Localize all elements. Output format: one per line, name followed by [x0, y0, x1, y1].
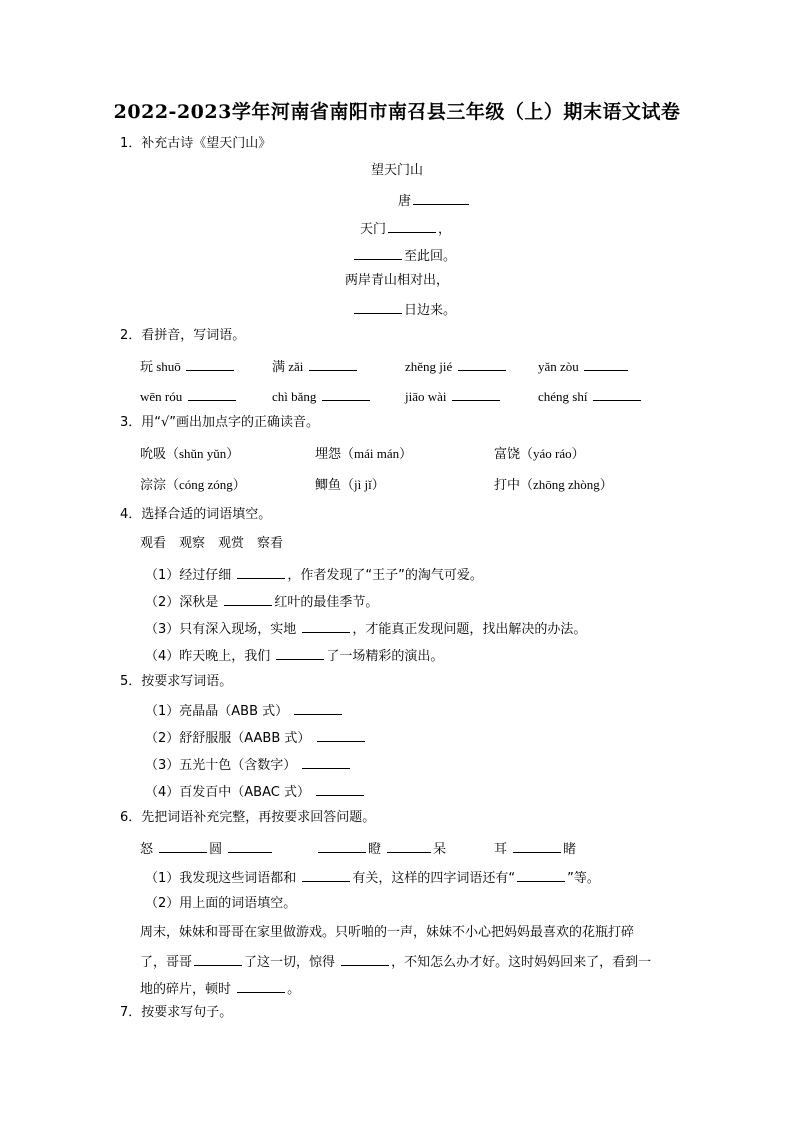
q2-item-label: jiāo wài [405, 389, 447, 404]
q5-item-3 [145, 754, 352, 775]
q4-item-1 [145, 564, 483, 585]
q4-options: 观看 观察 观赏 察看 [140, 536, 284, 551]
q2-item-label: 满 zǎi [272, 359, 304, 374]
q3-stem: 3．用“√”画出加点字的正确读音。 [120, 415, 320, 430]
q6-blank[interactable] [237, 978, 285, 993]
q6-sub-1 [145, 867, 600, 888]
poem-line-2-suffix: 至此回。 [404, 249, 457, 264]
q6-para-text: 了，哥哥 [140, 955, 193, 970]
q4-stem: 4．选择合适的词语填空。 [120, 507, 272, 522]
q2-item-label: chéng shí [538, 389, 588, 404]
q6-sub-1-suffix: ”等。 [567, 871, 600, 886]
q4-item-4 [145, 645, 443, 666]
q3-item[interactable]: 吮吸（shǔn yǔn） [140, 446, 240, 461]
q6-blank[interactable] [387, 838, 431, 853]
q3-item[interactable]: 富饶（yáo ráo） [494, 446, 585, 461]
q6-blank[interactable] [341, 951, 389, 966]
q5-item-4 [145, 781, 366, 802]
q2-item [538, 386, 643, 406]
q6-word-char: 睹 [563, 842, 577, 857]
q4-blank[interactable] [224, 591, 272, 606]
poem-line-1-suffix: ， [438, 222, 452, 237]
q5-item-label: （4）百发百中（ABAC 式） [145, 785, 310, 800]
q6-sub-1-prefix: （1）我发现这些词语都和 [145, 871, 297, 886]
poem-title: 望天门山 [370, 163, 423, 178]
q2-item [538, 356, 630, 376]
q4-blank[interactable] [302, 618, 350, 633]
poem-line-4 [352, 299, 456, 320]
q4-item-suffix: 红叶的最佳季节。 [274, 595, 379, 610]
q4-item-prefix: （3）只有深入现场，实地 [145, 622, 297, 637]
q3-item[interactable]: 埋怨（mái mán） [315, 446, 413, 461]
q2-blank[interactable] [452, 386, 500, 401]
q4-item-2 [145, 591, 378, 612]
q2-item [140, 386, 238, 406]
author-blank[interactable] [413, 190, 469, 205]
q2-item-label: wēn róu [140, 389, 183, 404]
q6-sub-1-mid: 有关，这样的四字词语还有“ [352, 871, 516, 886]
q5-item-label: （2）舒舒服服（AABB 式） [145, 731, 311, 746]
poem-line-1-prefix: 天门 [360, 222, 387, 237]
q2-blank[interactable] [322, 386, 370, 401]
q6-word-char: 怒 [140, 842, 154, 857]
q4-item-prefix: （2）深秋是 [145, 595, 219, 610]
q3-item[interactable]: 淙淙（cóng zóng） [140, 477, 246, 492]
q5-stem: 5．按要求写词语。 [120, 674, 233, 689]
q2-item [405, 356, 508, 376]
q4-item-suffix: ，才能真正发现问题，找出解决的办法。 [352, 622, 587, 637]
q3-item[interactable]: 打中（zhōng zhòng） [494, 477, 613, 492]
q4-item-3 [145, 618, 586, 639]
q4-item-suffix: ，作者发现了“王子”的淘气可爱。 [287, 568, 483, 583]
page-title: 2022-2023学年河南省南阳市南召县三年级（上）期末语文试卷 [113, 101, 681, 123]
poem-line-1-blank[interactable] [388, 218, 436, 233]
poem-line-3: 两岸青山相对出， [344, 273, 449, 288]
q5-blank[interactable] [316, 781, 364, 796]
q2-item [272, 356, 359, 376]
author-prefix: 唐 [398, 194, 412, 209]
q6-word-char: 呆 [433, 842, 447, 857]
poem-author [398, 190, 471, 211]
q4-item-prefix: （4）昨天晚上，我们 [145, 649, 271, 664]
q2-item-label: zhěng jié [405, 359, 453, 374]
q6-para-text: 了这一切，惊得 [244, 955, 336, 970]
q6-word-2 [316, 838, 446, 859]
q2-item [405, 386, 502, 406]
q2-blank[interactable] [584, 356, 628, 371]
q6-stem: 6．先把词语补充完整，再按要求回答问题。 [120, 810, 376, 825]
q6-para-text: 地的碎片，顿时 [140, 982, 232, 997]
q2-blank[interactable] [186, 356, 234, 371]
q6-word-1 [140, 838, 274, 859]
q6-para-line-1: 周末，妹妹和哥哥在家里做游戏。只听啪的一声，妹妹不小心把妈妈最喜欢的花瓶打碎 [140, 925, 635, 940]
q5-item-label: （3）五光十色（含数字） [145, 758, 297, 773]
q2-blank[interactable] [593, 386, 641, 401]
q6-para-line-2 [140, 951, 651, 972]
q2-item-label: yǎn zòu [538, 359, 579, 374]
q6-blank[interactable] [513, 838, 561, 853]
q5-item-label: （1）亮晶晶（ABB 式） [145, 704, 289, 719]
q2-item [272, 386, 372, 406]
q6-blank[interactable] [159, 838, 207, 853]
q6-word-char: 耳 [494, 842, 508, 857]
q2-stem: 2．看拼音，写词语。 [120, 328, 246, 343]
q3-item[interactable]: 鲫鱼（jì jǐ） [315, 477, 385, 492]
q4-blank[interactable] [276, 645, 324, 660]
q2-item [140, 356, 236, 376]
q6-word-char: 圆 [209, 842, 223, 857]
q6-word-4 [494, 838, 576, 859]
q6-para-text: 。 [287, 982, 301, 997]
q6-blank[interactable] [228, 838, 272, 853]
q4-item-prefix: （1）经过仔细 [145, 568, 232, 583]
poem-line-2-blank[interactable] [354, 245, 402, 260]
q2-item-label: 玩 shuō [140, 359, 181, 374]
poem-line-1 [360, 218, 451, 239]
q5-item-1 [145, 700, 344, 721]
poem-line-4-blank[interactable] [354, 299, 402, 314]
q5-blank[interactable] [294, 700, 342, 715]
q6-sub-2: （2）用上面的词语填空。 [145, 896, 297, 911]
q2-item-label: chì bǎng [272, 389, 317, 404]
q6-blank[interactable] [318, 838, 366, 853]
q1-stem: 1．补充古诗《望天门山》 [120, 136, 272, 151]
q6-word-char: 瞪 [368, 842, 382, 857]
q6-blank[interactable] [302, 867, 350, 882]
q2-blank[interactable] [188, 386, 236, 401]
q7-stem: 7．按要求写句子。 [120, 1005, 233, 1020]
q5-blank[interactable] [302, 754, 350, 769]
q6-blank[interactable] [517, 867, 565, 882]
q5-blank[interactable] [317, 727, 365, 742]
q5-item-2 [145, 727, 367, 748]
q2-blank[interactable] [309, 356, 357, 371]
q2-blank[interactable] [458, 356, 506, 371]
q6-blank[interactable] [194, 951, 242, 966]
q4-item-suffix: 了一场精彩的演出。 [326, 649, 444, 664]
poem-line-2 [352, 245, 456, 266]
q4-blank[interactable] [237, 564, 285, 579]
q6-para-text: ，不知怎么办才好。这时妈妈回来了，看到一 [391, 955, 652, 970]
poem-line-4-suffix: 日边来。 [404, 303, 457, 318]
q6-para-line-3 [140, 978, 300, 999]
